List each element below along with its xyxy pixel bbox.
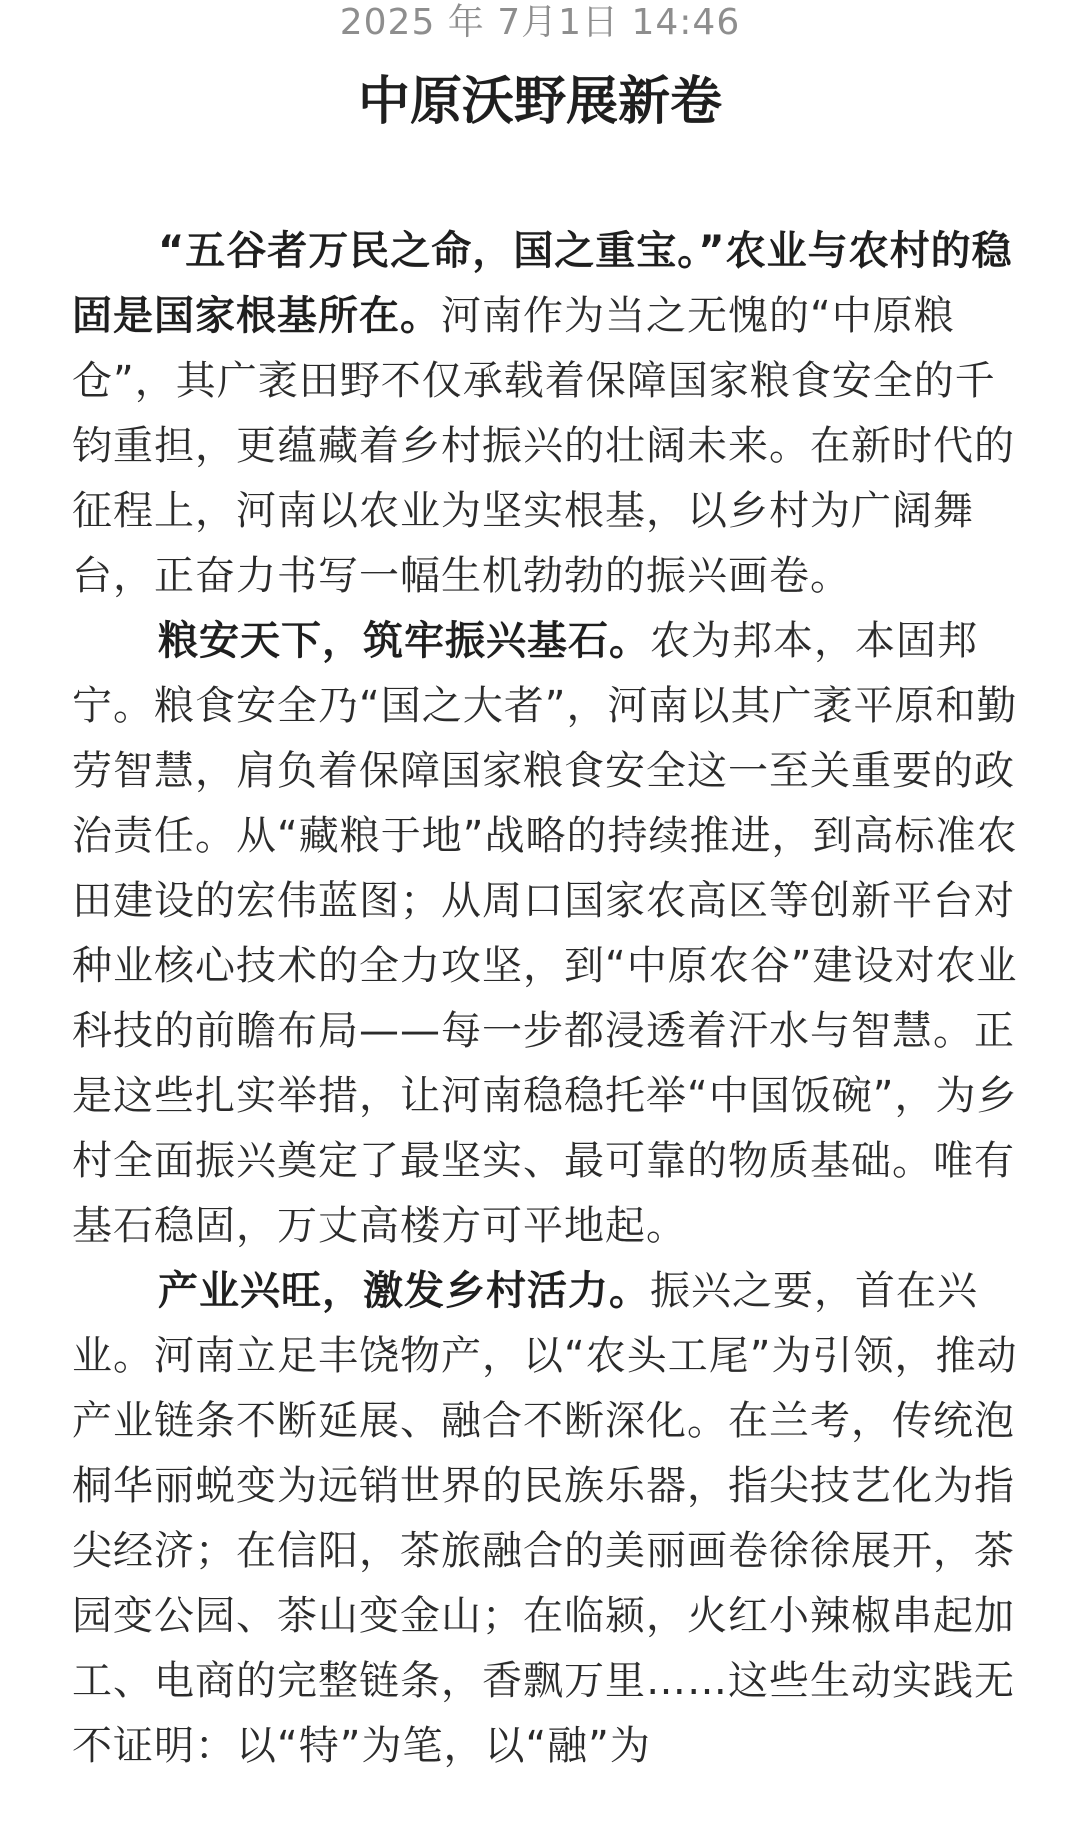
article-title: 中原沃野展新卷 <box>357 72 722 132</box>
paragraph-2-text: 农为邦本，本固邦宁。粮食安全乃“国之大者”，河南以其广袤平原和勤劳智慧，肩负着保障国家粮食安全这一至关重要的政治责任。从“藏粮于地”战略的持续推进，到高标准农田建设的宏伟蓝图；从周口国家农高区等创新平台对种业核心技术的全力攻坚，到“中原农谷”建设对农业科技的前瞻布局——每一步都浸透着汗水与智慧。正是这些扎实举措，让河南稳稳托举“中国饭碗”，为乡村全面振兴奠定了最坚实、最可靠的物质基础。唯有基石稳固，万丈高楼方可平地起。 <box>72 618 1018 1249</box>
paragraph-2 <box>72 609 1022 1259</box>
article-body <box>72 219 1022 1779</box>
paragraph-1-lead: “五谷者万民之命，国之重宝。”农业与农村的稳固是国家根基所在。 <box>72 228 1013 339</box>
paragraph-2-lead: 粮安天下，筑牢振兴基石。 <box>158 618 650 664</box>
paragraph-3 <box>72 1259 1022 1779</box>
publish-date: 2025 年 7月1日 14:46 <box>339 2 741 43</box>
paragraph-3-text: 振兴之要，首在兴业。河南立足丰饶物产，以“农头工尾”为引领，推动产业链条不断延展、融合不断深化。在兰考，传统泡桐华丽蜕变为远销世界的民族乐器，指尖技艺化为指尖经济；在信阳，茶旅融合的美丽画卷徐徐展开，茶园变公园、茶山变金山；在临颍，火红小辣椒串起加工、电商的完整链条，香飘万里……这些生动实践无不证明：以“特”为笔，以“融”为 <box>72 1268 1018 1769</box>
paragraph-3-lead: 产业兴旺，激发乡村活力。 <box>158 1268 650 1314</box>
paragraph-1-text: 河南作为当之无愧的“中原粮仓”，其广袤田野不仅承载着保障国家粮食安全的千钧重担，更蕴藏着乡村振兴的壮阔未来。在新时代的征程上，河南以农业为坚实根基，以乡村为广阔舞台，正奋力书写一幅生机勃勃的振兴画卷。 <box>72 293 1015 599</box>
paragraph-1 <box>72 219 1022 609</box>
